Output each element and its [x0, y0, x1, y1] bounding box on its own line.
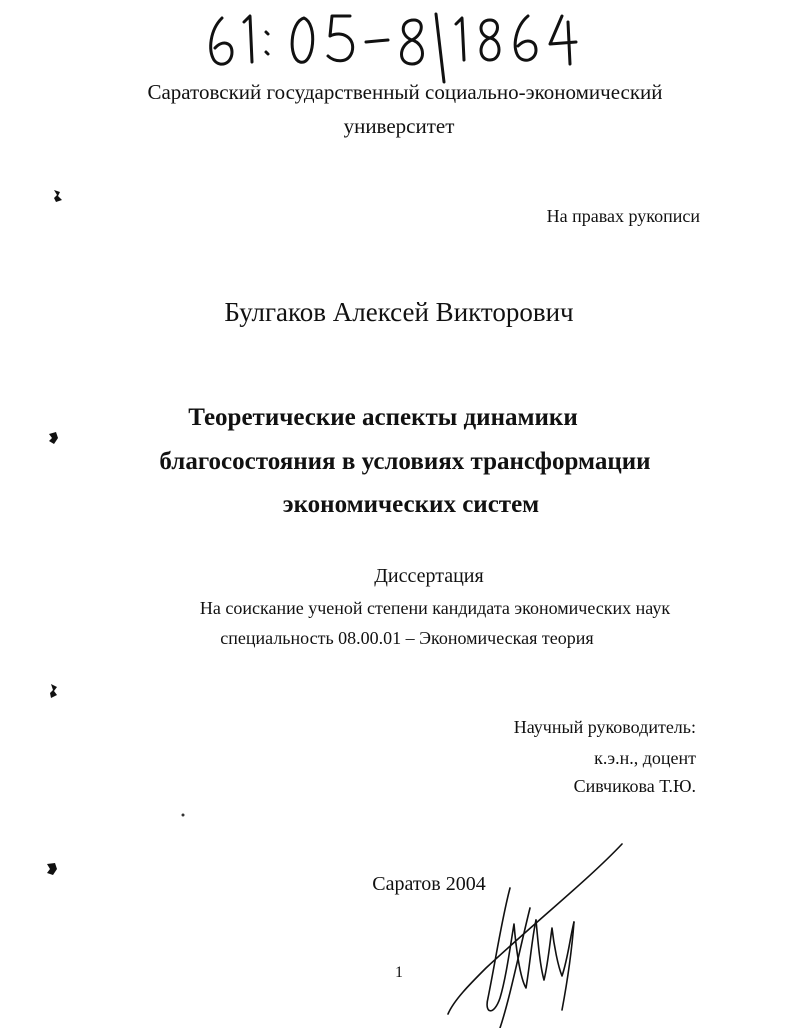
- thesis-title-line-1: Теоретические аспекты динамики: [188, 404, 578, 431]
- rights-note: На правах рукописи: [546, 206, 700, 226]
- thesis-title-line-2: благосостояния в условиях трансформации: [159, 448, 651, 475]
- author-name: Булгаков Алексей Викторович: [224, 297, 574, 327]
- specialty-line: специальность 08.00.01 – Экономическая теория: [220, 628, 594, 648]
- city-year: Саратов 2004: [372, 873, 486, 895]
- supervisor-label: Научный руководитель:: [513, 717, 696, 737]
- scan-dot-mark: [180, 812, 186, 818]
- scan-speck-mark: [42, 859, 62, 879]
- university-name-line-1: Саратовский государственный социально-экономический: [147, 80, 663, 104]
- university-name-line-2: университет: [343, 114, 455, 138]
- scan-speck-mark: [44, 681, 64, 701]
- document-type: Диссертация: [374, 565, 484, 587]
- thesis-title-line-3: экономических систем: [282, 491, 540, 518]
- page-number: 1: [395, 964, 403, 981]
- scan-speck-mark: [44, 428, 64, 448]
- scan-speck-mark: [48, 186, 68, 206]
- degree-line: На соискание ученой степени кандидата экономических наук: [199, 598, 671, 618]
- handwritten-archive-code: [200, 0, 600, 90]
- supervisor-degree: к.э.н., доцент: [594, 748, 696, 768]
- signature-mark: [440, 838, 640, 1028]
- supervisor-name: Сивчикова Т.Ю.: [573, 776, 696, 796]
